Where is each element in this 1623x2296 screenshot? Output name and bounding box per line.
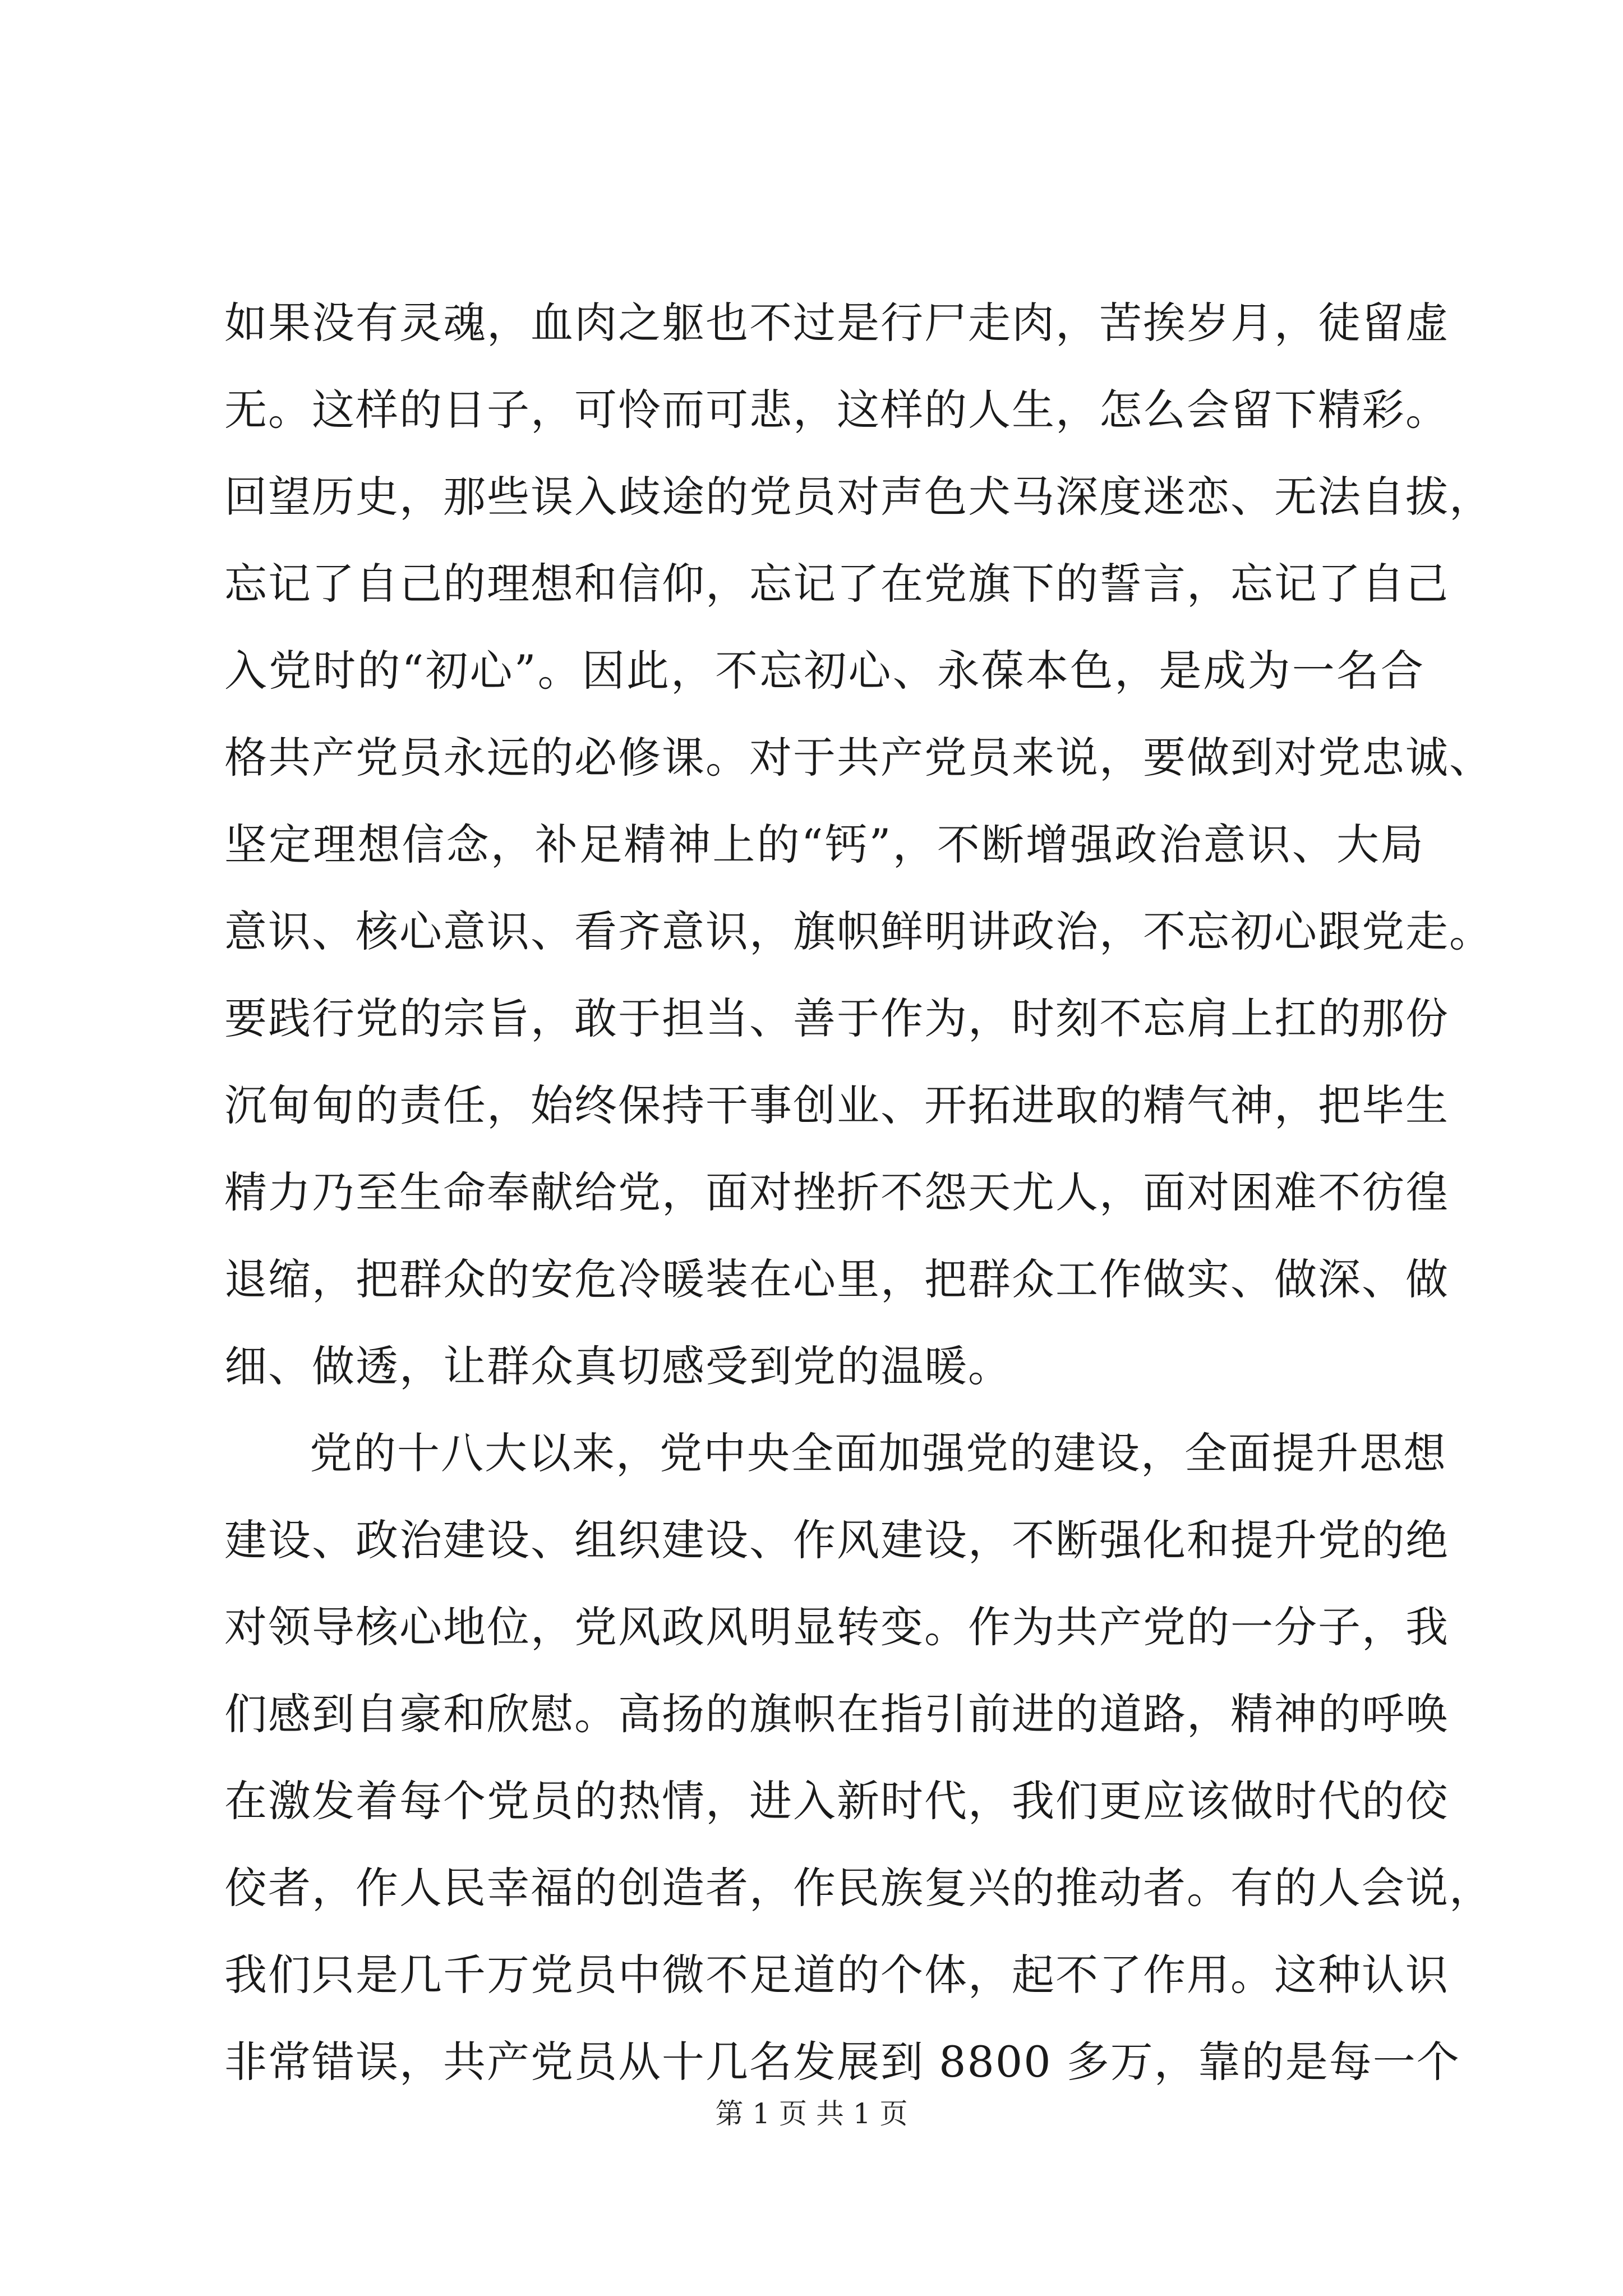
text-line: 意识、核心意识、看齐意识，旗帜鲜明讲政治，不忘初心跟党走。 <box>224 907 1493 956</box>
text-line: 入党时的“初心”。因此，不忘初心、永葆本色，是成为一名合 <box>224 646 1424 696</box>
text-line: 忘记了自己的理想和信仰，忘记了在党旗下的誓言，忘记了自己 <box>224 559 1449 609</box>
text-line: 回望历史，那些误入歧途的党员对声色犬马深度迷恋、无法自拔， <box>224 472 1493 522</box>
paragraph-1 <box>224 279 1493 1410</box>
text-line: 党的十八大以来，党中央全面加强党的建设，全面提升思想 <box>310 1428 1447 1478</box>
text-line: 精力乃至生命奉献给党，面对挫折不怨天尤人，面对困难不彷徨 <box>224 1167 1449 1217</box>
text-line: 沉甸甸的责任，始终保持干事创业、开拓进取的精气神，把毕生 <box>224 1080 1449 1130</box>
text-line: 建设、政治建设、组织建设、作风建设，不断强化和提升党的绝 <box>224 1515 1449 1565</box>
text-line: 坚定理想信念，补足精神上的“钙”，不断增强政治意识、大局 <box>224 820 1424 869</box>
text-line: 要践行党的宗旨，敢于担当、善于作为，时刻不忘肩上扛的那份 <box>224 993 1449 1043</box>
text-line: 在激发着每个党员的热情，进入新时代，我们更应该做时代的佼 <box>224 1776 1449 1826</box>
text-line: 格共产党员永远的必修课。对于共产党员来说，要做到对党忠诚、 <box>224 733 1493 783</box>
text-line: 如果没有灵魂，血肉之躯也不过是行尸走肉，苦挨岁月，徒留虚 <box>224 298 1449 348</box>
text-line: 非常错误，共产党员从十几名发展到 8800 多万，靠的是每一个 <box>224 2037 1460 2087</box>
document-body <box>224 279 1493 2105</box>
text-line: 们感到自豪和欣慰。高扬的旗帜在指引前进的道路，精神的呼唤 <box>224 1689 1449 1739</box>
text-line: 退缩，把群众的安危冷暖装在心里，把群众工作做实、做深、做 <box>224 1254 1449 1304</box>
text-line: 我们只是几千万党员中微不足道的个体，起不了作用。这种认识 <box>224 1950 1449 2000</box>
text-line: 细、做透，让群众真切感受到党的温暖。 <box>224 1341 1012 1391</box>
text-line: 佼者，作人民幸福的创造者，作民族复兴的推动者。有的人会说， <box>224 1863 1493 1913</box>
text-line: 无。这样的日子，可怜而可悲，这样的人生，怎么会留下精彩。 <box>224 385 1449 435</box>
text-line: 对领导核心地位，党风政风明显转变。作为共产党的一分子，我 <box>224 1602 1449 1652</box>
page-footer: 第 1 页 共 1 页 <box>715 2097 908 2130</box>
paragraph-2 <box>224 1410 1493 2105</box>
